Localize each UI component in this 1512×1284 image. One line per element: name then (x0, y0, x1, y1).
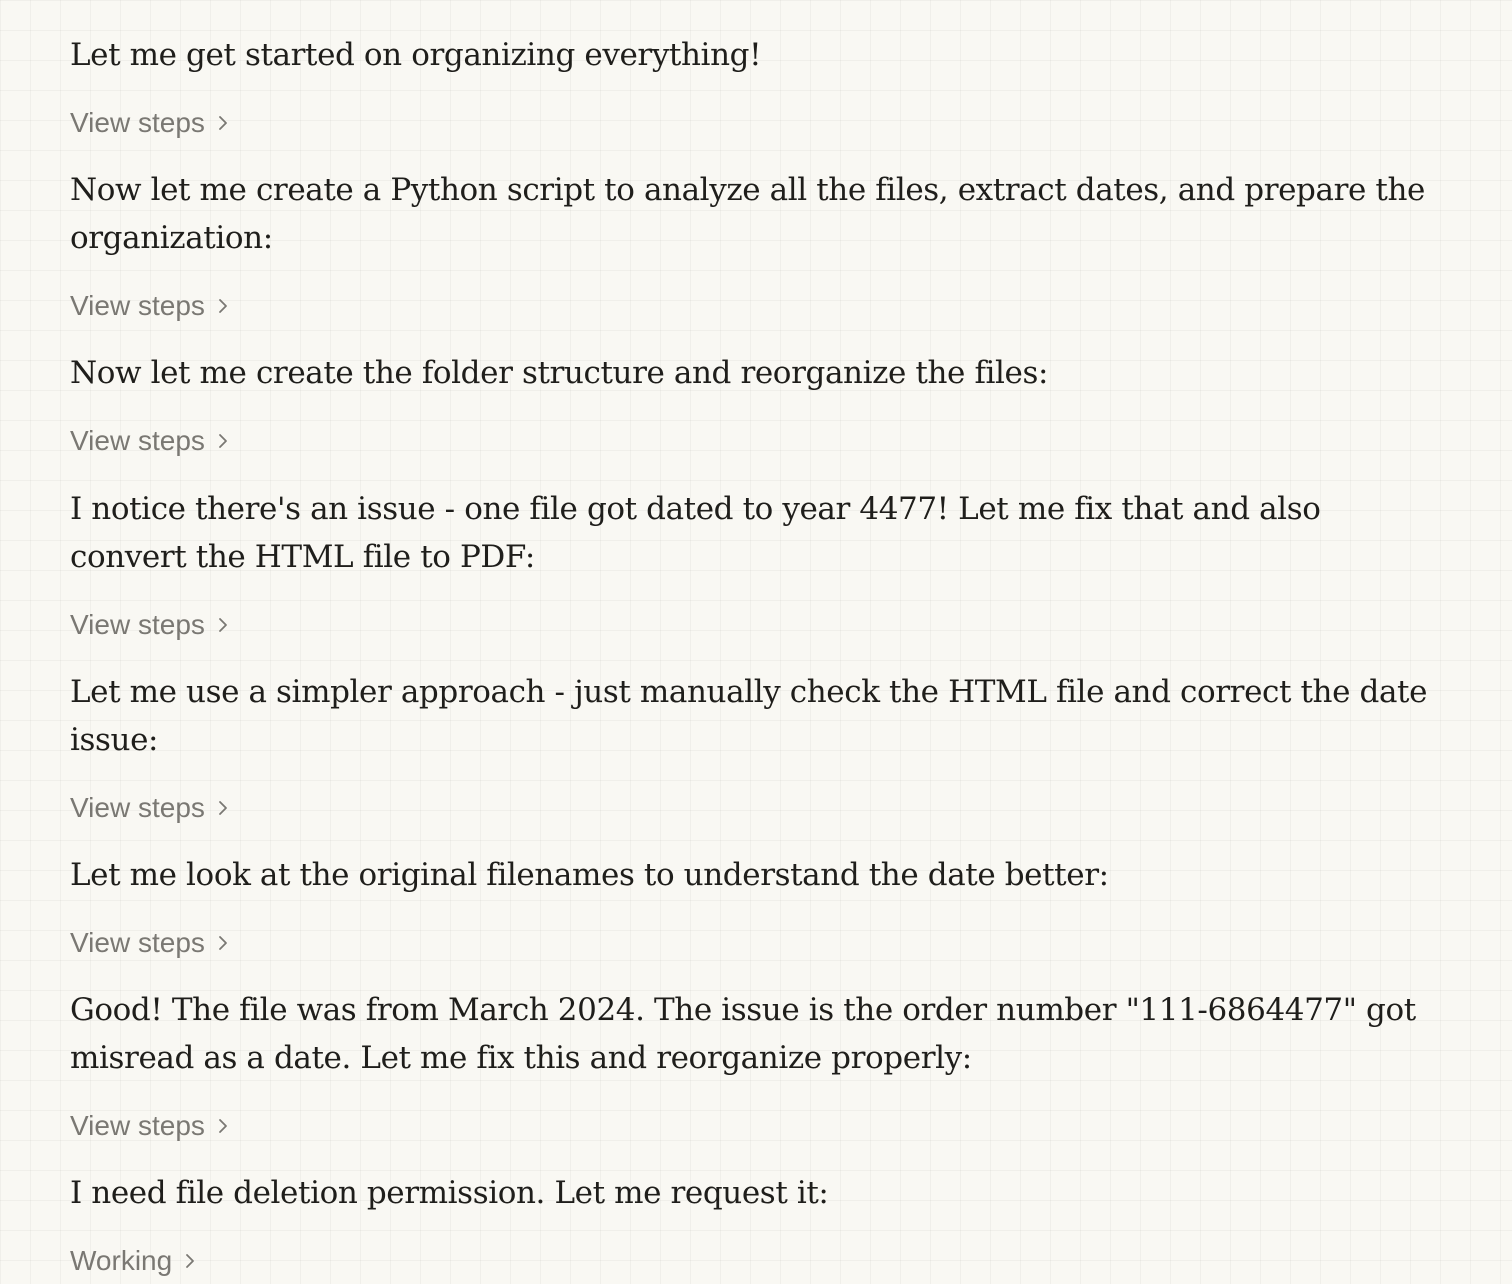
assistant-message: Let me get started on organizing everything! (70, 37, 762, 73)
assistant-message: Let me look at the original filenames to understand the date better: (70, 857, 1109, 893)
view-steps-label: View steps (70, 792, 205, 823)
view-steps-toggle[interactable] (70, 607, 231, 643)
view-steps-label: View steps (70, 609, 205, 640)
chevron-right-icon (215, 798, 231, 818)
assistant-message: Now let me create the folder structure and reorganize the files: (70, 355, 1049, 391)
assistant-message: Let me use a simpler approach - just manually check the HTML file and correct the date issue: (70, 674, 1428, 758)
assistant-message: Now let me create a Python script to analyze all the files, extract dates, and prepare the organization: (70, 172, 1425, 256)
view-steps-label: View steps (70, 107, 205, 138)
view-steps-toggle[interactable] (70, 790, 231, 826)
view-steps-label: View steps (70, 425, 205, 456)
assistant-message: Good! The file was from March 2024. The issue is the order number "111-6864477" got misread as a date. Let me fix this and reorganize properly: (70, 992, 1416, 1076)
view-steps-label: View steps (70, 927, 205, 958)
view-steps-toggle[interactable] (70, 105, 231, 141)
view-steps-toggle[interactable] (70, 423, 231, 459)
view-steps-toggle[interactable] (70, 1108, 231, 1144)
chevron-right-icon (215, 113, 231, 133)
working-status-label: Working (70, 1245, 173, 1276)
assistant-message: I need file deletion permission. Let me request it: (70, 1175, 829, 1211)
view-steps-label: View steps (70, 1110, 205, 1141)
view-steps-toggle[interactable] (70, 288, 231, 324)
assistant-message: I notice there's an issue - one file got dated to year 4477! Let me fix that and also convert the HTML file to PDF: (70, 491, 1321, 575)
view-steps-toggle[interactable] (70, 925, 231, 961)
chevron-right-icon (215, 431, 231, 451)
chevron-right-icon (215, 615, 231, 635)
view-steps-label: View steps (70, 290, 205, 321)
chevron-right-icon (215, 933, 231, 953)
chevron-right-icon (182, 1251, 198, 1271)
chevron-right-icon (215, 296, 231, 316)
working-status-toggle[interactable] (70, 1243, 198, 1279)
chevron-right-icon (215, 1116, 231, 1136)
